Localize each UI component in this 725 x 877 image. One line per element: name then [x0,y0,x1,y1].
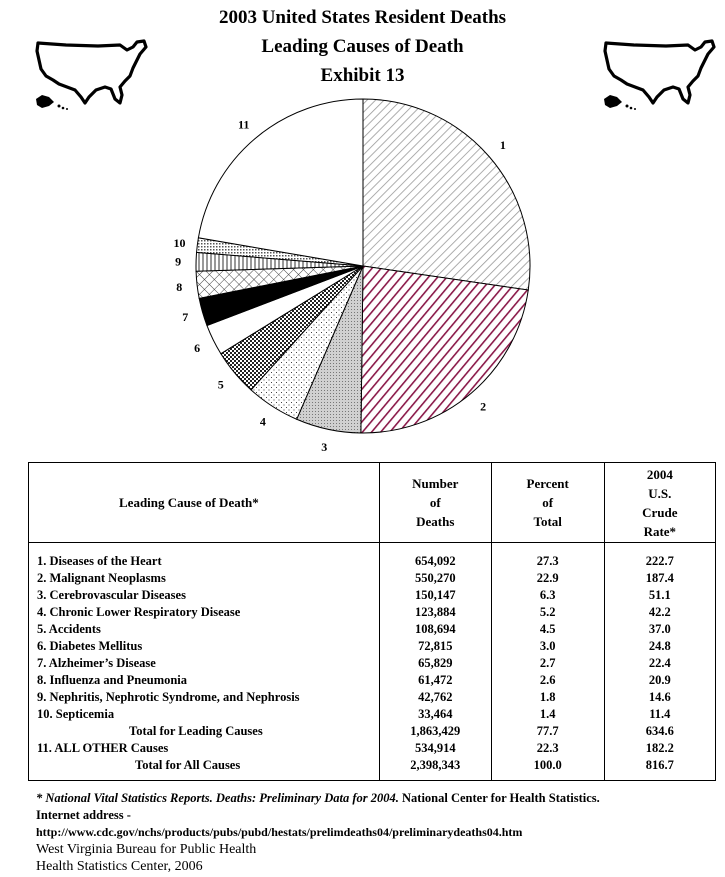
cause-cell: 10. Septicemia [29,706,380,723]
percent-cell: 1.4 [491,706,604,723]
deaths-table [28,462,716,781]
pie-label-5: 5 [217,377,224,392]
header-number [379,463,491,543]
deaths-cell: 150,147 [379,587,491,604]
pie-slice-1 [363,99,530,290]
pie-label-8: 8 [176,279,183,294]
table-header-row [29,463,716,543]
rate-cell: 51.1 [604,587,715,604]
table-row [29,672,716,689]
pie-label-4: 4 [259,414,266,429]
header-number-line: Number [412,476,459,491]
total-leading-label: Total for Leading Causes [29,723,380,740]
deaths-cell: 1,863,429 [379,723,491,740]
chart-subtitle: Leading Causes of Death [261,36,464,57]
deaths-cell: 108,694 [379,621,491,638]
deaths-cell: 2,398,343 [379,757,491,781]
pie-label-1: 1 [499,138,506,152]
table-row [29,638,716,655]
rate-cell: 14.6 [604,689,715,706]
table-row [29,587,716,604]
chart-title: 2003 United States Resident Deaths [218,7,507,28]
rate-cell: 816.7 [604,757,715,781]
deaths-cell: 42,762 [379,689,491,706]
header-percent-line: of [542,495,554,510]
source-url: http://www.cdc.gov/nchs/products/pubs/pubd/hestats/prelimdeaths04/preliminarydeaths04.htm [36,825,523,839]
table-row [29,621,716,638]
cause-cell: 4. Chronic Lower Respiratory Disease [29,604,380,621]
rate-cell: 187.4 [604,570,715,587]
rate-cell: 182.2 [604,740,715,757]
us-map-icon [600,33,720,113]
us-map-icon [32,33,152,113]
deaths-cell: 72,815 [379,638,491,655]
pie-label-11: 11 [238,117,250,132]
header-rate-line: Crude [642,504,678,520]
pie-label-7: 7 [182,310,189,325]
source-note-italic: * National Vital Statistics Reports. Deaths: Preliminary Data for 2004. [36,791,399,805]
header-cause: Leading Cause of Death* [29,463,380,543]
rate-cell: 37.0 [604,621,715,638]
pie-slice-2 [361,266,528,433]
header-percent [491,463,604,543]
header-number-line: Deaths [416,514,455,529]
pie-label-9: 9 [175,254,182,269]
deaths-cell: 654,092 [379,543,491,571]
header-percent-line: Total [533,514,562,529]
exhibit-label: Exhibit 13 [320,65,405,86]
percent-cell: 27.3 [491,543,604,571]
percent-cell: 77.7 [491,723,604,740]
rate-cell: 24.8 [604,638,715,655]
rate-cell: 634.6 [604,723,715,740]
pie-chart [150,96,580,461]
header-rate-line: 2004 [646,466,673,482]
internet-label: Internet address - [36,808,131,822]
percent-cell: 2.6 [491,672,604,689]
table-total-row [29,757,716,781]
source-note-org: National Center for Health Statistics. [398,791,600,805]
cause-cell: 6. Diabetes Mellitus [29,638,380,655]
cause-cell: 8. Influenza and Pneumonia [29,672,380,689]
table-row [29,570,716,587]
org-line-2: Health Statistics Center, 2006 [36,859,203,874]
header-number-line: of [429,495,441,510]
rate-cell: 22.4 [604,655,715,672]
deaths-cell: 123,884 [379,604,491,621]
deaths-cell: 534,914 [379,740,491,757]
cause-cell: 1. Diseases of the Heart [29,543,380,571]
cause-cell: 7. Alzheimer’s Disease [29,655,380,672]
header-rate-line: Rate* [643,523,677,539]
table-row [29,706,716,723]
cause-cell: 3. Cerebrovascular Diseases [29,587,380,604]
deaths-cell: 61,472 [379,672,491,689]
table-row [29,655,716,672]
percent-cell: 100.0 [491,757,604,781]
deaths-cell: 65,829 [379,655,491,672]
pie-label-10: 10 [173,235,186,250]
percent-cell: 5.2 [491,604,604,621]
pie-slice-11 [198,99,363,266]
source-note [36,790,600,807]
header-rate [604,463,715,543]
pie-label-2: 2 [480,399,487,414]
percent-cell: 2.7 [491,655,604,672]
percent-cell: 3.0 [491,638,604,655]
percent-cell: 1.8 [491,689,604,706]
header-rate-line: U.S. [648,485,672,501]
rate-cell: 222.7 [604,543,715,571]
pie-label-3: 3 [321,439,328,454]
table-row [29,740,716,757]
cause-cell: 5. Accidents [29,621,380,638]
deaths-cell: 33,464 [379,706,491,723]
header-percent-line: Percent [526,476,569,491]
deaths-cell: 550,270 [379,570,491,587]
pie-label-6: 6 [194,340,201,355]
cause-cell: 2. Malignant Neoplasms [29,570,380,587]
org-line-1: West Virginia Bureau for Public Health [36,842,257,857]
percent-cell: 22.3 [491,740,604,757]
percent-cell: 4.5 [491,621,604,638]
rate-cell: 11.4 [604,706,715,723]
table-total-row [29,723,716,740]
cause-cell: 11. ALL OTHER Causes [29,740,380,757]
total-all-label: Total for All Causes [29,757,380,781]
percent-cell: 6.3 [491,587,604,604]
table-row [29,604,716,621]
table-row [29,543,716,571]
rate-cell: 42.2 [604,604,715,621]
percent-cell: 22.9 [491,570,604,587]
cause-cell: 9. Nephritis, Nephrotic Syndrome, and Nephrosis [29,689,380,706]
rate-cell: 20.9 [604,672,715,689]
table-row [29,689,716,706]
